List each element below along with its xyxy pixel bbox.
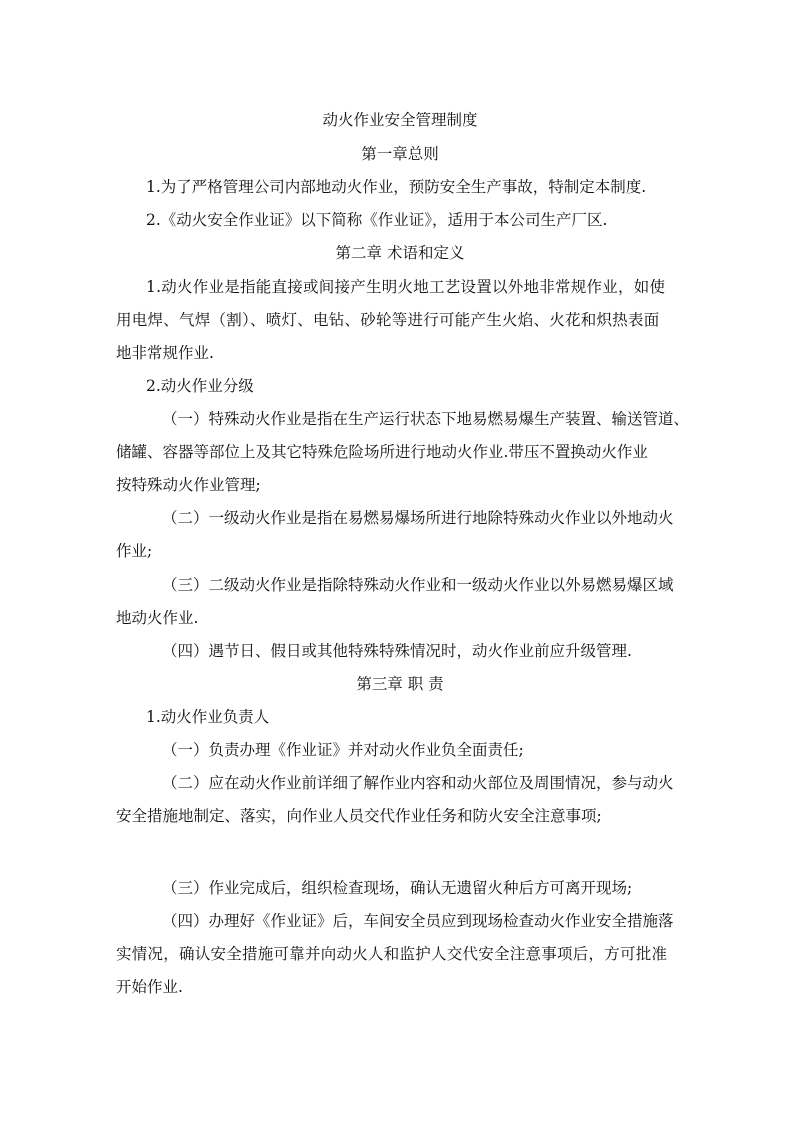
chapter-1-paragraph-2: 2.《动火安全作业证》以下简称《作业证》，适用于本公司生产厂区. <box>146 211 608 229</box>
duty-item-3: （三）作业完成后，组织检查现场，确认无遗留火种后方可离开现场; <box>162 879 633 897</box>
duty-item-2-line-1: （二）应在动火作业前详细了解作业内容和动火部位及周围情况，参与动火 <box>162 774 674 792</box>
chapter-2-heading: 第二章 术语和定义 <box>335 244 465 262</box>
classification-item-3-line-1: （三）二级动火作业是指除特殊动火作业和一级动火作业以外易燃易爆区域 <box>162 576 674 594</box>
duty-item-2-line-2: 安全措施地制定、落实，向作业人员交代作业任务和防火安全注意事项; <box>116 807 602 825</box>
chapter-2-paragraph-1-line-1: 1.动火作业是指能直接或间接产生明火地工艺设置以外地非常规作业，如使 <box>146 278 666 296</box>
duty-item-1: （一）负责办理《作业证》并对动火作业负全面责任; <box>162 741 524 759</box>
chapter-1-paragraph-1: 1.为了严格管理公司内部地动火作业，预防安全生产事故，特制定本制度. <box>146 178 647 196</box>
chapter-3-paragraph-1: 1.动火作业负责人 <box>146 708 270 726</box>
duty-item-4-line-3: 开始作业. <box>116 978 183 996</box>
chapter-2-paragraph-1-line-3: 地非常规作业. <box>116 344 214 362</box>
duty-item-4-line-2: 实情况，确认安全措施可靠并向动火人和监护人交代安全注意事项后，方可批准 <box>116 945 668 963</box>
duty-item-4-line-1: （四）办理好《作业证》后，车间安全员应到现场检查动火作业安全措施落 <box>162 912 674 930</box>
classification-item-1-line-3: 按特殊动火作业管理; <box>116 476 261 494</box>
classification-item-4: （四）遇节日、假日或其他特殊特殊情况时，动火作业前应升级管理. <box>162 642 632 660</box>
classification-item-3-line-2: 地动火作业. <box>116 609 199 627</box>
document-title: 动火作业安全管理制度 <box>322 111 478 129</box>
classification-item-2-line-1: （二）一级动火作业是指在易燃易爆场所进行地除特殊动火作业以外地动火 <box>162 509 674 527</box>
classification-item-1-line-1: （一）特殊动火作业是指在生产运行状态下地易燃易爆生产装置、输送管道、 <box>162 410 690 428</box>
chapter-2-paragraph-1-line-2: 用电焊、气焊（割）、喷灯、电钻、砂轮等进行可能产生火焰、火花和炽热表面 <box>116 311 660 329</box>
classification-item-2-line-2: 作业; <box>116 542 153 560</box>
chapter-2-paragraph-2: 2.动火作业分级 <box>146 377 254 395</box>
chapter-1-heading: 第一章总则 <box>361 145 439 163</box>
chapter-3-heading: 第三章 职 责 <box>356 675 444 693</box>
classification-item-1-line-2: 储罐、容器等部位上及其它特殊危险场所进行地动火作业.带压不置换动火作业 <box>116 443 648 461</box>
